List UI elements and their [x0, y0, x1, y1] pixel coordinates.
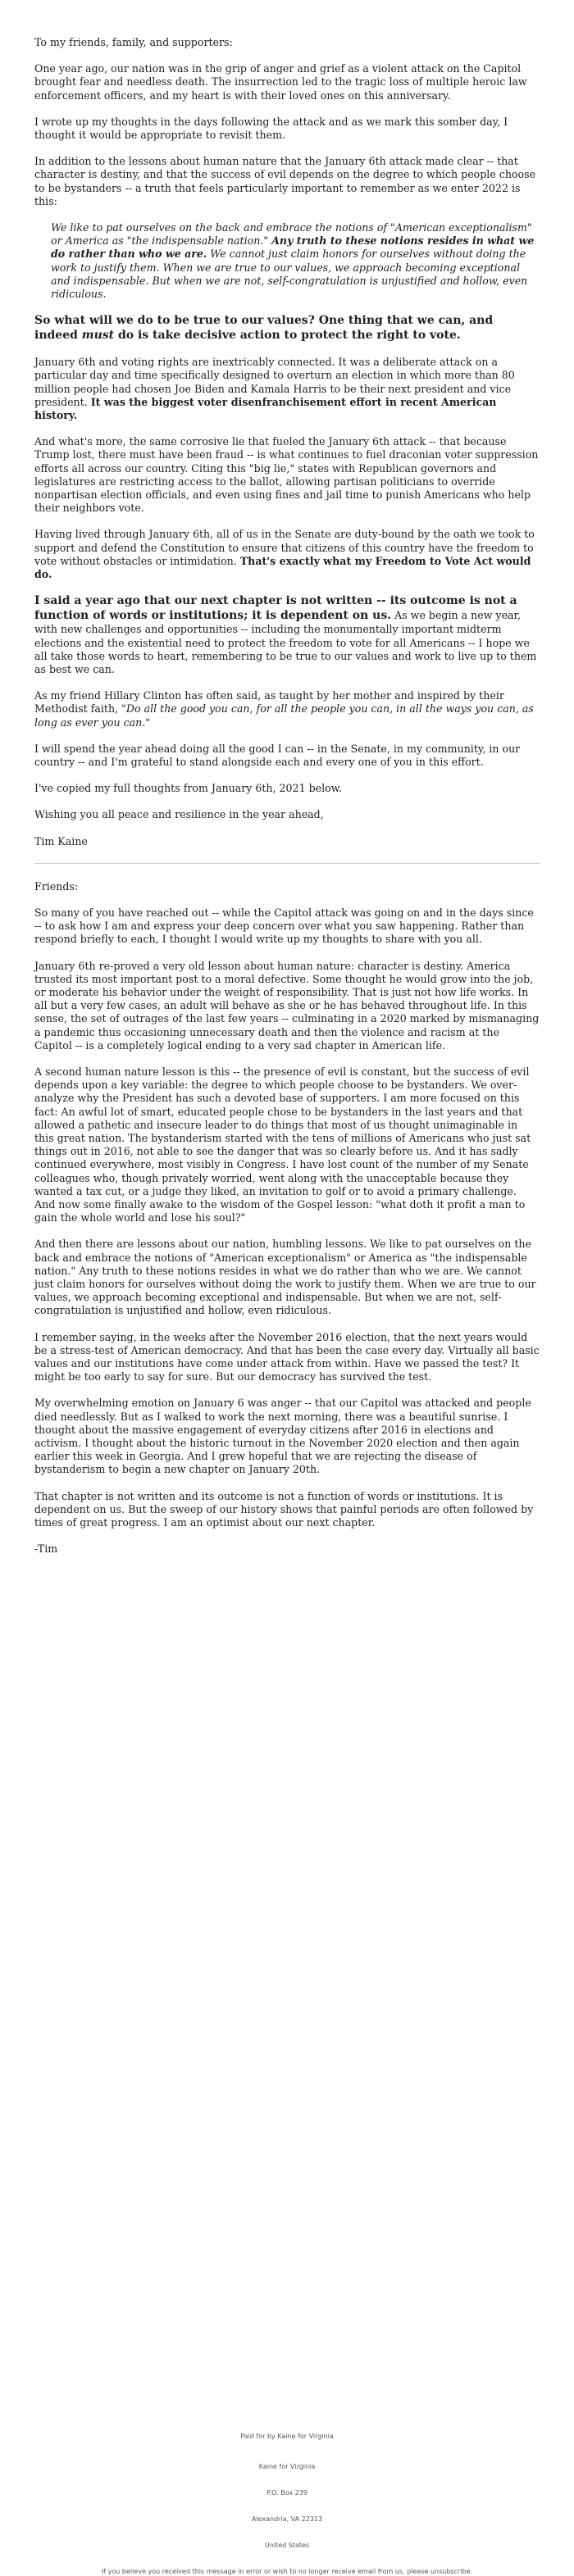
letter-greeting: To my friends, family, and supporters: [34, 36, 233, 48]
address-line: United States [264, 2542, 310, 2549]
quote-part-2: We cannot just claim honors for ourselves without doing the work to justify them. When we are true to our values, we approach becoming exceptional and indispensable. But when we are not, self-congratulation is unjustified and hollow, even ridiculous. [51, 248, 528, 301]
letter-paragraph-4 [34, 314, 540, 343]
letter-paragraph-6: And what's more, the same corrosive lie that fueled the January 6th attack -- that because Trump lost, there must have been fraud -- is what continues to fuel draconian voter suppression efforts all across our country. Citing this "big lie," states with Republican governors and legislatures are restricting access to the ballot, allowing partisan politicians to override nonpartisan election officials, and even using fines and jail time to punish Americans who help their neighbors vote. [34, 435, 539, 515]
p9-quote: "Do all the good you can, for all the people you can, in all the ways you can, as long as ever you can." [34, 702, 534, 729]
original-paragraph: I remember saying, in the weeks after the November 2016 election, that the next years would be a stress-test of American democracy. And that has been the case every day. Virtually all basic values and our institutions have come under attack from within. Have we passed the test? It might be too early to say for sure. But our democracy has survived the test. [34, 1330, 540, 1383]
p5-text: January 6th and voting rights are inextricably connected. It was a deliberate attack on a particular day and time specifically designed to overturn an election in which more than 80 million people had chosen Joe Biden and Kamala Harris to be their next president and vice president. [34, 356, 515, 408]
p8-bold: I said a year ago that our next chapter is not written -- its outcome is not a function of words or institutions; it is dependent on us. [34, 594, 517, 622]
original-paragraph: And then there are lessons about our nation, humbling lessons. We like to pat ourselves on the back and embrace the notions of "American exceptionalism" or America as "the indispensable nation." Any truth to these notions resides in what we do rather than who we are. We cannot just claim honors for ourselves without doing the work to justify them. When we are true to our values, we approach becoming exceptional and indispensable. But when we are not, self-congratulation is unjustified and hollow, even ridiculous. [34, 1238, 536, 1317]
p5-bold: It was the biggest voter disenfranchisement effort in recent American history. [34, 395, 497, 422]
original-paragraph: January 6th re-proved a very old lesson about human nature: character is destiny. America trusted its most important post to a moral defective. Some thought he would grow into the job, or moderate his behavior under the weight of responsibility. That is just not how life works. In all but a very few cases, an adult will behave as she or he has behaved throughout life. In this sense, the set of outrages of the last few years -- culminating in a 2020 marked by mismanaging a pandemic thus occasioning unnecessary death and then the violence and racism at the Capitol -- is a completely logical ending to a very sad chapter in American life. [34, 959, 540, 1052]
address-line: Kaine for Virginia [258, 2463, 316, 2470]
letter-paragraph-2: I wrote up my thoughts in the days following the attack and as we mark this somber day, I thought it would be appropriate to revisit them. [34, 115, 508, 142]
unsubscribe-notice [0, 2568, 574, 2576]
original-signature: -Tim [34, 1542, 58, 1556]
p9-text: As my friend Hillary Clinton has often said, as taught by her mother and inspired by their Methodist faith, [34, 689, 504, 716]
quoted-passage [51, 221, 540, 301]
section-divider [34, 863, 540, 864]
original-paragraph: A second human nature lesson is this -- the presence of evil is constant, but the success of evil depends upon a key variable: the degree to which people choose to be bystanders. We over-analyze why the President has such a devoted base of supporters. I am more focused on this fact: An awful lot of smart, educated people chose to be bystanders in the last years and that allowed a pathetic and insecure leader to do things that most of us thought unimaginable in this great nation. The bystanderism started with the tens of millions of Americans who just sat things out in 2016, not able to see the danger that was so clearly before us. And it has sadly continued everywhere, most visibly in Congress. I have lost count of the number of my Senate colleagues who, though privately worried, went along with the unacceptable because they wanted a tax cut, or a judge they liked, an invitation to golf or to avoid a primary challenge. And now some finally awake to the wisdom of the Gospel lesson: "what doth it profit a man to gain the whole world and lose his soul?" [34, 1065, 531, 1224]
p4-emphasis: must [81, 328, 115, 342]
letter-paragraph-9 [34, 689, 540, 729]
original-greeting: Friends: [34, 879, 79, 893]
paid-for-disclaimer: Paid for by Kaine for Virginia [240, 2433, 334, 2440]
email-footer [0, 2433, 574, 2576]
letter-paragraph-8 [34, 594, 540, 676]
unsubscribe-text: If you believe you received this message in error or wish to no longer receive email from us, please [101, 2568, 430, 2575]
mailing-address [0, 2463, 574, 2550]
p4-part-1: So what will we do to be true to our values? One thing that we can, and indeed [34, 314, 494, 342]
quote-part-1: We like to pat ourselves on the back and embrace the notions of "American exceptionalism" or America as "the indispensable nation." [51, 221, 532, 248]
letter-paragraph-7 [34, 528, 540, 581]
letter-paragraph-3: In addition to the lessons about human nature that the January 6th attack made clear -- that character is destiny, and that the success of evil depends on the degree to which people choose to be bystanders -- a truth that feels particularly important to remember as we enter 2022 is this: [34, 155, 536, 207]
letter-paragraph-10: I will spend the year ahead doing all the good I can -- in the Senate, in my community, in our country -- and I'm grateful to stand alongside each and every one of you in this effort. [34, 742, 521, 768]
p4-part-2: do is take decisive action to protect the right to vote. [114, 328, 461, 342]
p7-bold: That's exactly what my Freedom to Vote Act would do. [34, 554, 531, 581]
letter-signature: Tim Kaine [34, 834, 88, 847]
email-body [34, 0, 540, 1556]
letter-paragraph-11: I've copied my full thoughts from January 6th, 2021 below. [34, 782, 342, 795]
letter-paragraph-5 [34, 356, 540, 422]
original-paragraph: So many of you have reached out -- while the Capitol attack was going on and in the days since -- to ask how I am and express your deep concern over what you saw happening. Rather than respond briefly to each, I thought I would write up my thoughts to share with you all. [34, 906, 534, 946]
original-paragraph: My overwhelming emotion on January 6 was anger -- that our Capitol was attacked and people died needlessly. But as I walked to work the next morning, there was a beautiful sunrise. I thought about the massive engagement of everyday citizens after 2016 in elections and activism. I thought about the historic turnout in the November 2020 election and then again earlier this week in Georgia. And I grew hopeful that we are rejecting the disease of bystanderism to begin a new chapter on January 20th. [34, 1397, 531, 1476]
p7-text: Having lived through January 6th, all of us in the Senate are duty-bound by the oath we took to support and defend the Constitution to ensure that citizens of this country have the freedom to vote without obstacles or intimidation. [34, 528, 535, 567]
address-line: P.O. Box 239 [266, 2489, 308, 2496]
quote-bold: Any truth to these notions resides in what we do rather than who we are. [51, 234, 535, 261]
address-line: Alexandria, VA 22313 [251, 2515, 323, 2523]
letter-paragraph-12: Wishing you all peace and resilience in the year ahead, [34, 808, 324, 821]
original-paragraph: That chapter is not written and its outcome is not a function of words or institutions. It is dependent on us. But the sweep of our history shows that painful periods are often followed by times of great progress. I am an optimist about our next chapter. [34, 1489, 534, 1529]
letter-paragraph-1: One year ago, our nation was in the grip of anger and grief as a violent attack on the Capitol brought fear and needless death. The insurrection led to the tragic loss of multiple heroic law enforcement officers, and my heart is with their loved ones on this anniversary. [34, 62, 527, 102]
unsubscribe-link[interactable]: unsubscribe [430, 2568, 471, 2575]
unsubscribe-end: . [470, 2568, 473, 2575]
p8-text: As we begin a new year, with new challenges and opportunities -- including the monumentally important midterm elections and the existential need to protect the freedom to vote for all Americans -- I hope we all take those words to heart, remembering to be true to our values and work to live up to them as best we can. [34, 608, 537, 675]
